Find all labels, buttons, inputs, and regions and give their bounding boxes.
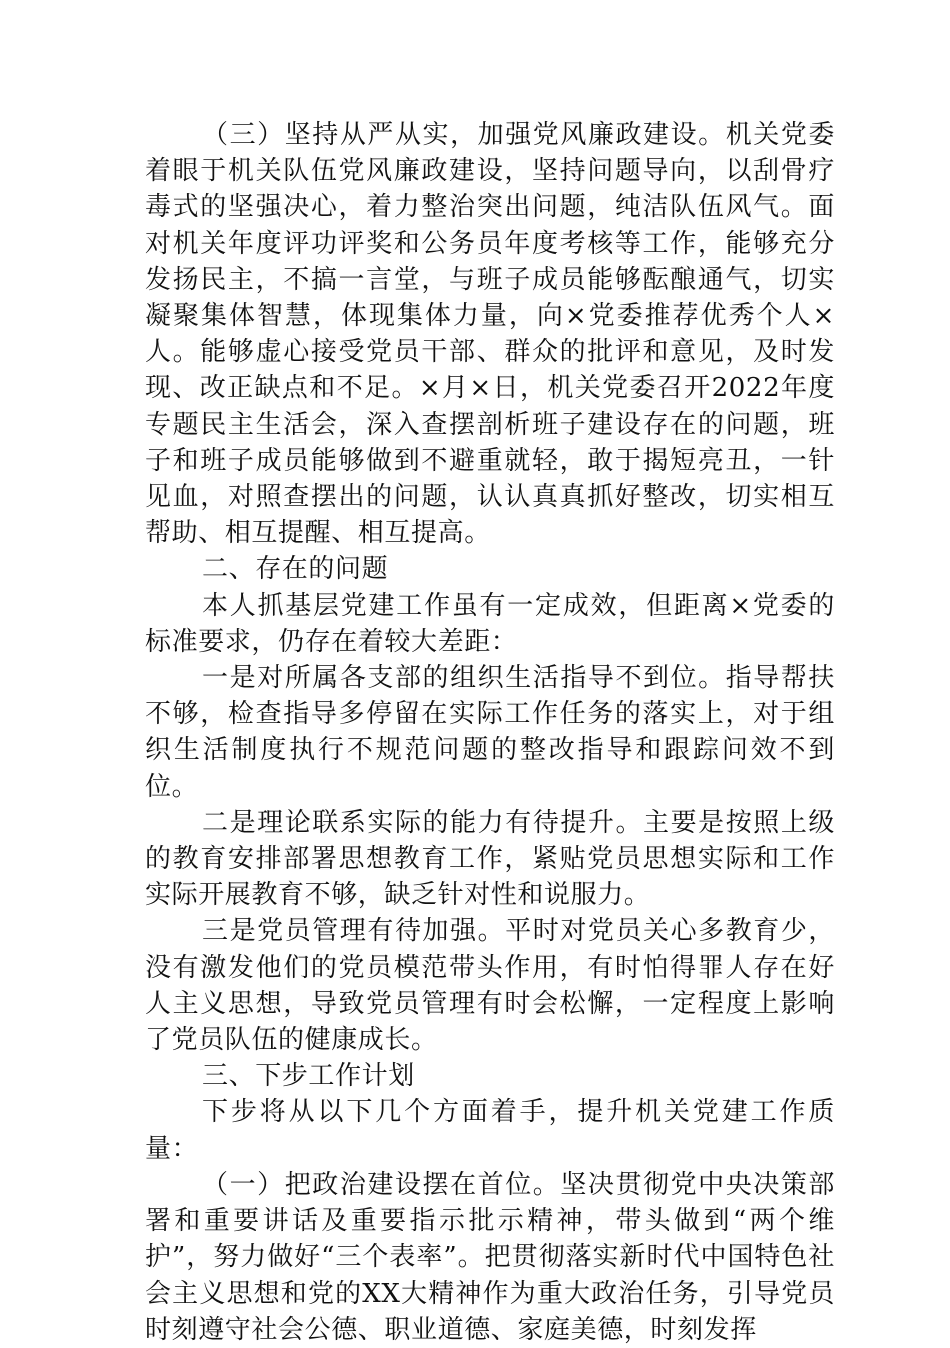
paragraph-plan-one: （一）把政治建设摆在首位。坚决贯彻党中央决策部署和重要讲话及重要指示批示精神，带头做到“两个维护”，努力做好“三个表率”。把贯彻落实新时代中国特色社会主义思想和党的XX大精神作为重大政治任务，引导党员时刻遵守社会公德、职业道德、家庭美德，时刻发挥	[145, 1169, 835, 1345]
paragraph-plan-intro: 下步将从以下几个方面着手，提升机关党建工作质量：	[145, 1097, 835, 1164]
heading-existing-problems: 二、存在的问题	[202, 554, 389, 585]
paragraph-problems-intro: 本人抓基层党建工作虽有一定成效，但距离×党委的标准要求，仍存在着较大差距：	[145, 590, 835, 657]
heading-next-work-plan: 三、下步工作计划	[202, 1061, 415, 1092]
paragraph-problem-two: 二是理论联系实际的能力有待提升。主要是按照上级的教育安排部署思想教育工作，紧贴党员思想实际和工作实际开展教育不够，缺乏针对性和说服力。	[145, 807, 835, 911]
document-body	[145, 117, 835, 1348]
paragraph-problem-three: 三是党员管理有待加强。平时对党员关心多教育少，没有激发他们的党员模范带头作用，有时怕得罪人存在好人主义思想，导致党员管理有时会松懈，一定程度上影响了党员队伍的健康成长。	[145, 916, 835, 1056]
paragraph-party-conduct: （三）坚持从严从实，加强党风廉政建设。机关党委着眼于机关队伍党风廉政建设，坚持问题导向，以刮骨疗毒式的坚强决心，着力整治突出问题，纯洁队伍风气。面对机关年度评功评奖和公务员年度考核等工作，能够充分发扬民主，不搞一言堂，与班子成员能够酝酿通气，切实凝聚集体智慧，体现集体力量，向×党委推荐优秀个人×人。能够虚心接受党员干部、群众的批评和意见，及时发现、改正缺点和不足。×月×日，机关党委召开2022年度专题民主生活会，深入查摆剖析班子建设存在的问题，班子和班子成员能够做到不避重就轻，敢于揭短亮丑，一针见血，对照查摆出的问题，认认真真抓好整改，切实相互帮助、相互提醒、相互提高。	[145, 120, 835, 549]
paragraph-problem-one: 一是对所属各支部的组织生活指导不到位。指导帮扶不够，检查指导多停留在实际工作任务的落实上，对于组织生活制度执行不规范问题的整改指导和跟踪问效不到位。	[145, 663, 835, 802]
